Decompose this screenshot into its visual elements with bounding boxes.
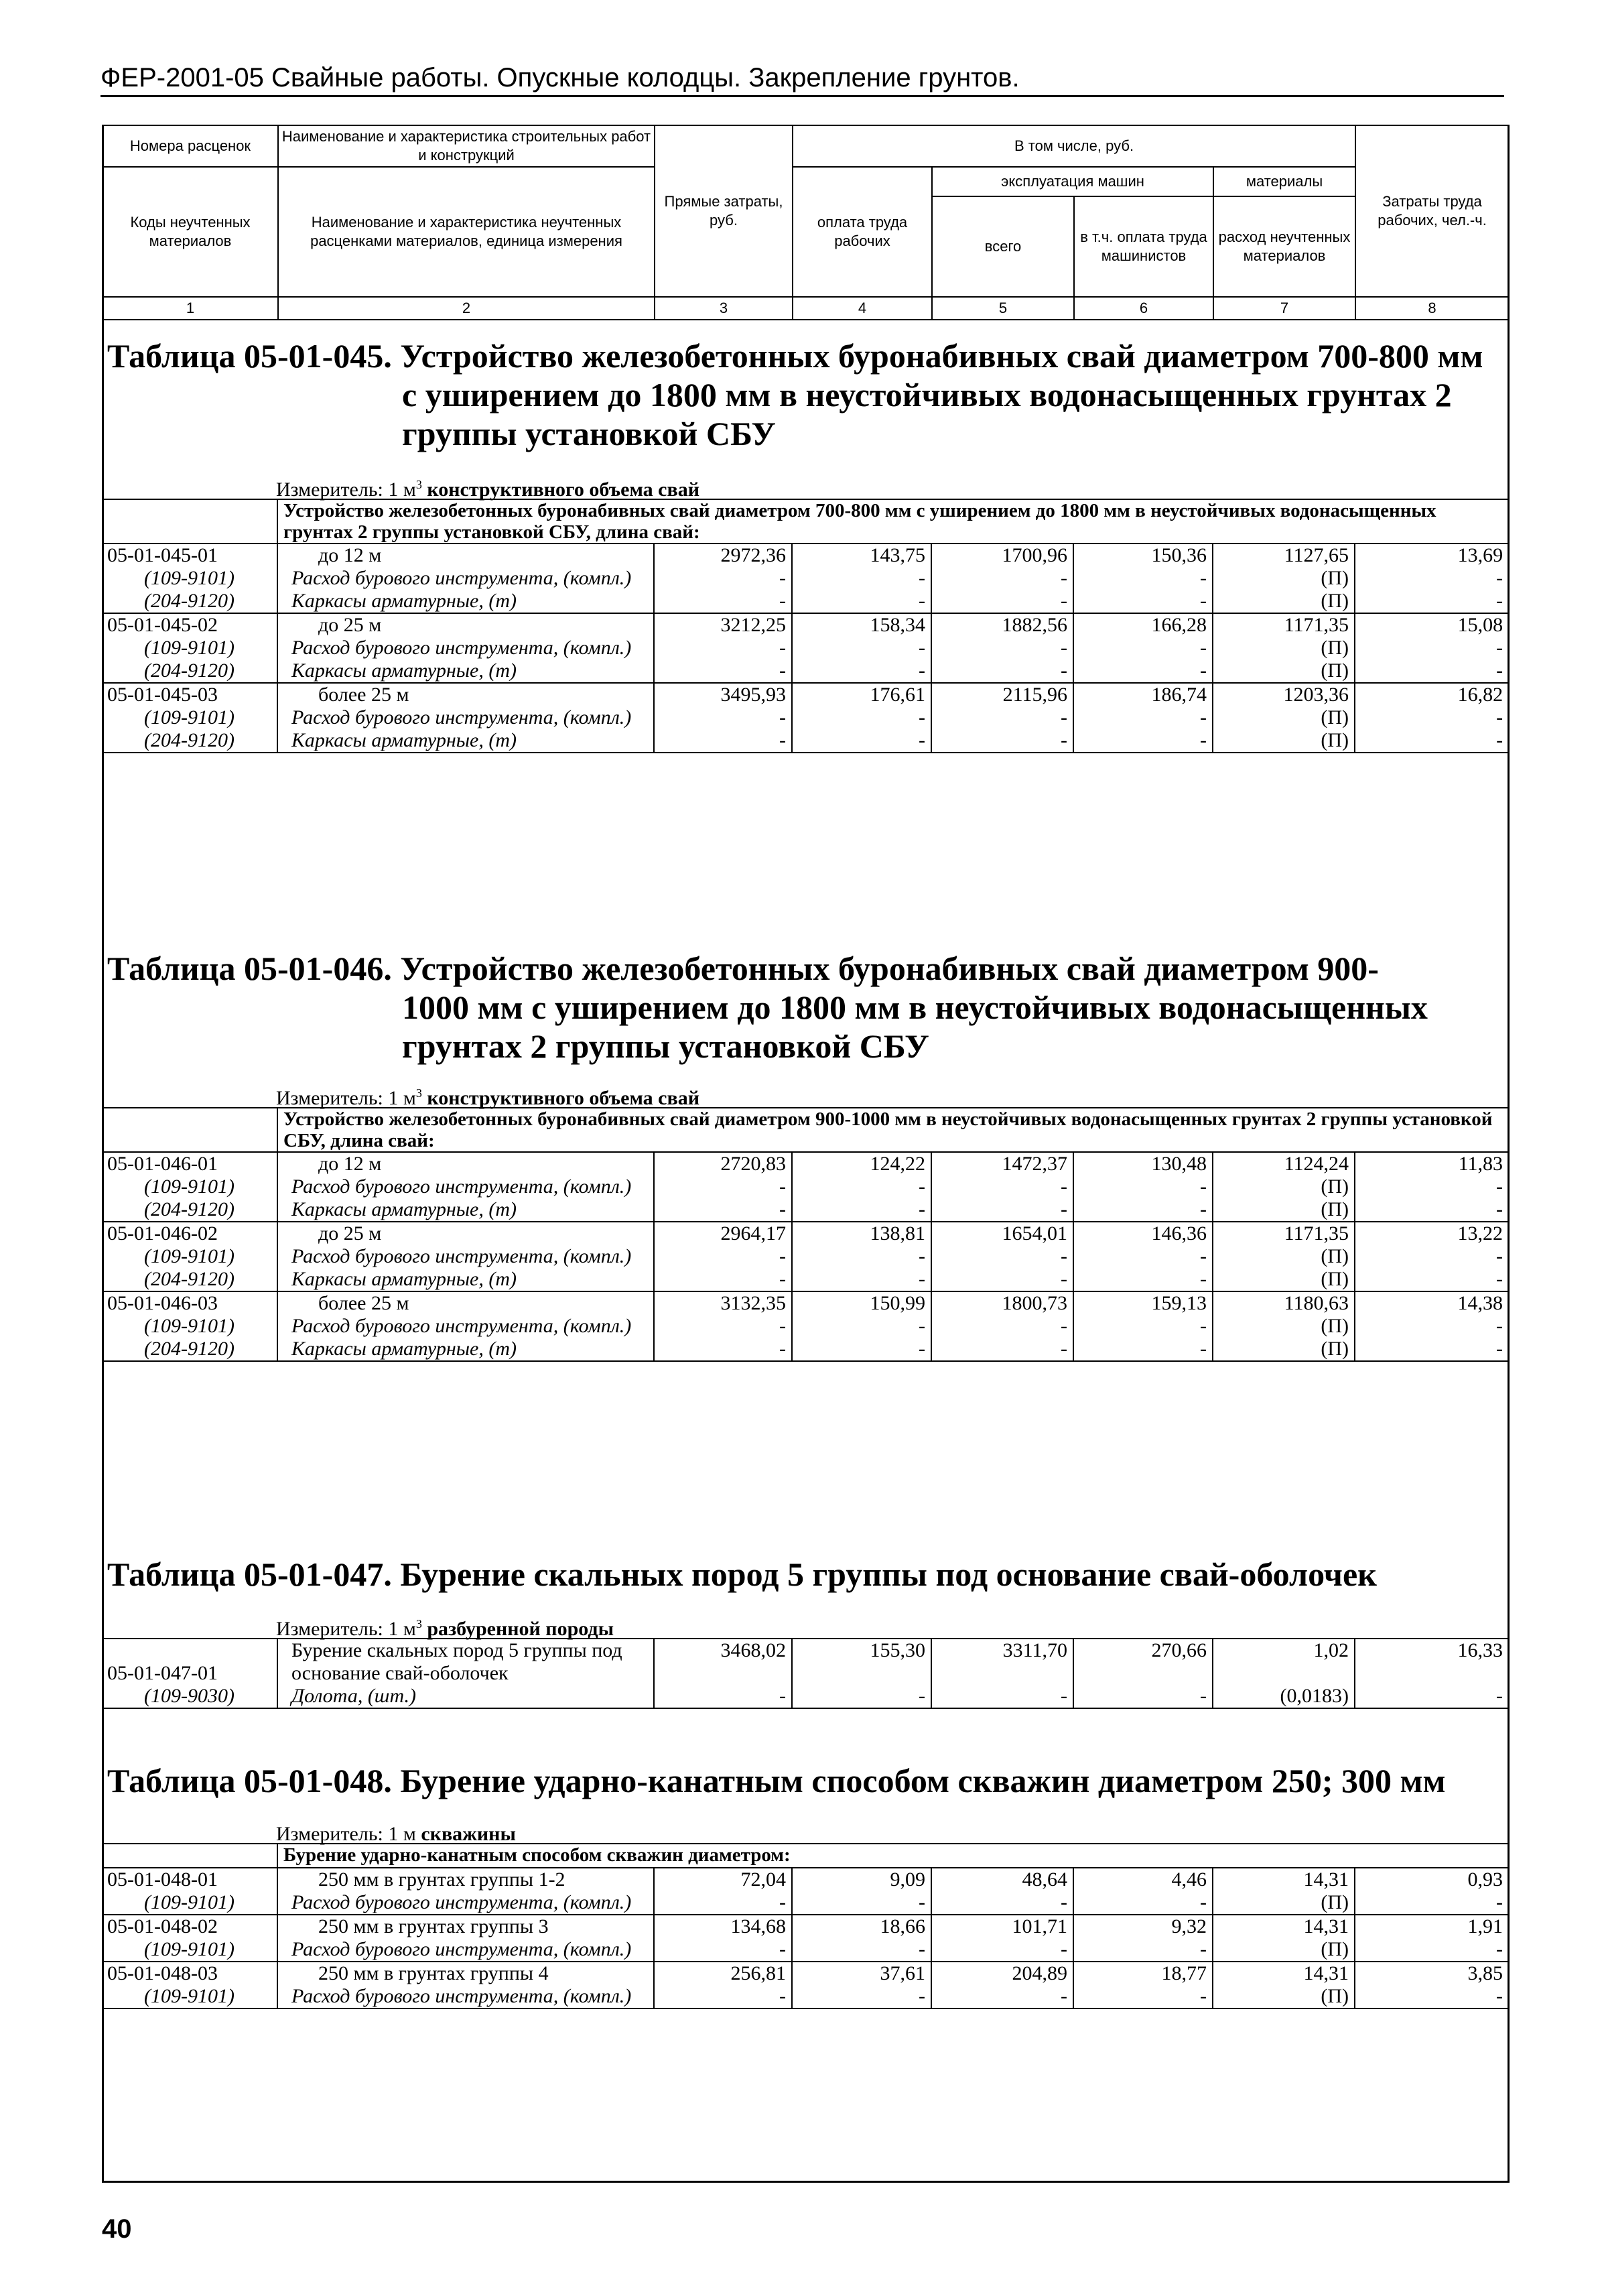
header-col2-top: Наименование и характеристика строительных работ и конструкций (278, 125, 655, 167)
value-cell: - (792, 1245, 931, 1268)
value-cell: - (654, 1245, 792, 1268)
material-name: Расход бурового инструмента, (компл.) (277, 1175, 654, 1198)
material-code: (109-9101) (102, 637, 277, 659)
value-cell: 270,66 (1073, 1639, 1213, 1685)
value-cell: 1127,65 (1213, 544, 1355, 567)
value-cell: 1,91 (1467, 1915, 1503, 1937)
value-cell: (П) (1213, 659, 1355, 683)
value-cell: (П) (1213, 637, 1355, 659)
value-cell: - (1073, 1338, 1213, 1361)
work-name: до 25 м (277, 613, 654, 637)
table-row (102, 1338, 1508, 1361)
table-title (102, 1761, 1494, 1800)
table-row (102, 1268, 1508, 1291)
value-cell: - (1073, 590, 1213, 613)
material-code: (109-9101) (102, 1985, 277, 2008)
value-cell: 1654,01 (931, 1222, 1073, 1245)
table-row (102, 1985, 1508, 2008)
value-cell: 9,32 (1073, 1915, 1213, 1938)
table-meter: Измеритель: 1 $м^3$ конструктивного объема свай (276, 1086, 699, 1109)
table-row (102, 659, 1508, 683)
value-cell: - (1355, 1938, 1508, 1962)
value-cell: (П) (1213, 706, 1355, 729)
material-name: Каркасы арматурные, (т) (277, 1338, 654, 1361)
material-code: (109-9101) (102, 706, 277, 729)
material-code: (109-9101) (102, 1938, 277, 1962)
value-cell: - (654, 1268, 792, 1291)
value-cell: - (931, 1985, 1073, 2008)
table-row (102, 637, 1508, 659)
rate-code: 05-01-045-03 (102, 683, 277, 706)
value-cell: 155,30 (792, 1639, 931, 1685)
value-cell: - (931, 1938, 1073, 1962)
value-cell: 2115,96 (931, 683, 1073, 706)
table-row (102, 1198, 1508, 1222)
header-num: 1 (103, 297, 278, 320)
value-cell: - (1073, 1245, 1213, 1268)
value-cell: 1203,36 (1213, 683, 1355, 706)
table-title-continued: 1000 мм с уширением до 1800 мм в неустойчивых водонасыщенных грунтах 2 группы установкой СБУ (402, 988, 1428, 1065)
header-num: 2 (278, 297, 655, 320)
value-cell: - (931, 729, 1073, 753)
value-cell: - (792, 1891, 931, 1915)
value-cell: - (1073, 1315, 1213, 1338)
material-code: (204-9120) (102, 1338, 277, 1361)
value-cell: (П) (1213, 729, 1355, 753)
header-col3: Прямые затраты, руб. (655, 125, 793, 297)
table-row (102, 567, 1508, 590)
value-cell: (П) (1213, 1268, 1355, 1291)
material-code: (109-9030) (102, 1685, 277, 1708)
header-col1-bottom: Коды неучтенных материалов (103, 167, 278, 297)
table-row (102, 590, 1508, 613)
value-cell: 1180,63 (1213, 1291, 1355, 1315)
header-incl: В том числе, руб. (793, 125, 1355, 167)
work-name: до 12 м (277, 1152, 654, 1175)
value-cell: - (1355, 659, 1508, 683)
header-num: 4 (793, 297, 932, 320)
material-code: (204-9120) (102, 590, 277, 613)
table-row (102, 1175, 1508, 1198)
value-cell: 14,31 (1213, 1915, 1355, 1938)
value-cell: 18,77 (1073, 1962, 1213, 1985)
value-cell: - (1073, 1198, 1213, 1222)
table-row (102, 1639, 1508, 1685)
work-name: более 25 м (277, 683, 654, 706)
material-name: Расход бурового инструмента, (компл.) (277, 1891, 654, 1915)
header-num: 8 (1355, 297, 1509, 320)
value-cell: - (931, 1315, 1073, 1338)
value-cell: 13,22 (1457, 1222, 1503, 1245)
material-code: (204-9120) (102, 729, 277, 753)
value-cell: (П) (1213, 1338, 1355, 1361)
rate-code: 05-01-046-01 (102, 1152, 277, 1175)
value-cell: - (1073, 1891, 1213, 1915)
value-cell: 1882,56 (931, 613, 1073, 637)
value-cell: 124,22 (792, 1152, 931, 1175)
table-row (102, 1222, 1508, 1245)
value-cell: 37,61 (792, 1962, 931, 1985)
value-cell: - (1073, 659, 1213, 683)
material-code: (204-9120) (102, 659, 277, 683)
rate-code: 05-01-048-01 (102, 1868, 277, 1891)
header-col1-top: Номера расценок (103, 125, 278, 167)
value-cell: 1472,37 (931, 1152, 1073, 1175)
work-name: 250 мм в грунтах группы 4 (277, 1962, 654, 1985)
material-name: Каркасы арматурные, (т) (277, 1268, 654, 1291)
value-cell: - (654, 729, 792, 753)
value-cell: - (931, 1891, 1073, 1915)
value-cell: - (1073, 1985, 1213, 2008)
material-name: Каркасы арматурные, (т) (277, 659, 654, 683)
value-cell: 130,48 (1073, 1152, 1213, 1175)
value-cell: 1,02 (1213, 1639, 1355, 1685)
table-title-line: Таблица 05-01-046. Устройство железобетонных буронабивных свай диаметром 900- (107, 950, 1379, 987)
value-cell: 176,61 (792, 683, 931, 706)
value-cell: - (654, 1175, 792, 1198)
rates-table (102, 1844, 1508, 2009)
value-cell: - (654, 1315, 792, 1338)
material-code: (109-9101) (102, 1245, 277, 1268)
value-cell: 158,34 (792, 613, 931, 637)
value-cell: - (931, 1268, 1073, 1291)
value-cell: - (931, 659, 1073, 683)
value-cell: - (792, 567, 931, 590)
value-cell: - (1355, 1685, 1508, 1708)
value-cell: 9,09 (792, 1868, 931, 1891)
value-cell: - (654, 659, 792, 683)
table-title-line: Таблица 05-01-048. Бурение ударно-канатным способом скважин диаметром 250; 300 мм (107, 1762, 1446, 1799)
value-cell: - (1355, 1268, 1508, 1291)
table-title (102, 1555, 1494, 1594)
value-cell: (П) (1213, 567, 1355, 590)
work-name: более 25 м (277, 1291, 654, 1315)
value-cell: 16,82 (1457, 684, 1503, 706)
rates-table (102, 500, 1508, 753)
value-cell: (П) (1213, 590, 1355, 613)
value-cell: - (1355, 1891, 1508, 1915)
table-meter: Измеритель: 1 $м^3$ конструктивного объема свай (276, 478, 699, 501)
value-cell: 1171,35 (1213, 1222, 1355, 1245)
rates-table (102, 1108, 1508, 1362)
material-name: Расход бурового инструмента, (компл.) (277, 1245, 654, 1268)
value-cell: - (1073, 1268, 1213, 1291)
material-name: Каркасы арматурные, (т) (277, 729, 654, 753)
material-code: (109-9101) (102, 1315, 277, 1338)
value-cell: - (654, 706, 792, 729)
header-num: 3 (655, 297, 793, 320)
table-title-continued: с уширением до 1800 мм в неустойчивых водонасыщенных грунтах 2 группы установкой СБУ (402, 376, 1452, 452)
table-row (102, 1685, 1508, 1708)
value-cell: - (792, 729, 931, 753)
value-cell: - (792, 1198, 931, 1222)
value-cell: - (931, 1685, 1073, 1708)
value-cell: 186,74 (1073, 683, 1213, 706)
value-cell: - (1073, 1938, 1213, 1962)
value-cell: - (931, 1245, 1073, 1268)
header-num: 7 (1213, 297, 1355, 320)
material-name: Расход бурового инструмента, (компл.) (277, 637, 654, 659)
value-cell: 13,69 (1457, 544, 1503, 566)
material-code: (109-9101) (102, 1891, 277, 1915)
header-operation: эксплуатация машин (932, 167, 1213, 196)
material-name: Расход бурового инструмента, (компл.) (277, 567, 654, 590)
table-row (102, 683, 1508, 706)
value-cell: 1800,73 (931, 1291, 1073, 1315)
header-col5: всего (932, 196, 1074, 297)
value-cell: (П) (1213, 1198, 1355, 1222)
table-title (102, 949, 1494, 1066)
value-cell: - (931, 1338, 1073, 1361)
value-cell: - (1073, 729, 1213, 753)
value-cell: 72,04 (654, 1868, 792, 1891)
value-cell: 3,85 (1467, 1962, 1503, 1984)
material-name: Каркасы арматурные, (т) (277, 590, 654, 613)
value-cell: - (1073, 567, 1213, 590)
table-row (102, 544, 1508, 567)
value-cell: 14,31 (1213, 1962, 1355, 1985)
value-cell: 4,46 (1073, 1868, 1213, 1891)
header-col8: Затраты труда рабочих, чел.-ч. (1355, 125, 1509, 297)
value-cell: - (931, 567, 1073, 590)
table-row (102, 1915, 1508, 1938)
rate-code: 05-01-048-03 (102, 1962, 277, 1985)
value-cell: - (1355, 729, 1508, 753)
value-cell: 2964,17 (654, 1222, 792, 1245)
header-col2-bottom: Наименование и характеристика неучтенных расценками материалов, единица измерения (278, 167, 655, 297)
value-cell: - (1073, 1685, 1213, 1708)
rate-code: 05-01-048-02 (102, 1915, 277, 1938)
value-cell: - (1355, 1338, 1508, 1361)
value-cell: - (1073, 1175, 1213, 1198)
value-cell: 18,66 (792, 1915, 931, 1938)
material-code: (204-9120) (102, 1268, 277, 1291)
table-meter: Измеритель: 1 м скважины (276, 1823, 516, 1845)
value-cell: - (1496, 1175, 1503, 1198)
value-cell: - (1355, 590, 1508, 613)
value-cell: - (792, 637, 931, 659)
value-cell: - (792, 659, 931, 683)
column-header (102, 125, 1510, 320)
header-col6: в т.ч. оплата труда машинистов (1074, 196, 1213, 297)
table-title-line: Таблица 05-01-045. Устройство железобетонных буронабивных свай диаметром 700-800 мм (107, 337, 1483, 375)
value-cell: - (931, 637, 1073, 659)
value-cell: - (654, 1985, 792, 2008)
value-cell: - (792, 590, 931, 613)
value-cell: - (1496, 567, 1503, 589)
value-cell: 159,13 (1073, 1291, 1213, 1315)
value-cell: 1171,35 (1213, 613, 1355, 637)
value-cell: 150,36 (1073, 544, 1213, 567)
table-row (102, 1938, 1508, 1962)
value-cell: - (792, 1315, 931, 1338)
value-cell: - (654, 567, 792, 590)
value-cell: - (931, 590, 1073, 613)
value-cell: - (654, 1938, 792, 1962)
value-cell: - (792, 706, 931, 729)
value-cell: 14,31 (1213, 1868, 1355, 1891)
material-code: (109-9101) (102, 567, 277, 590)
value-cell: 3132,35 (654, 1291, 792, 1315)
value-cell: - (931, 706, 1073, 729)
table-row (102, 729, 1508, 753)
value-cell: - (654, 590, 792, 613)
header-materials: материалы (1213, 167, 1355, 196)
value-cell: 166,28 (1073, 613, 1213, 637)
work-name: до 25 м (277, 1222, 654, 1245)
value-cell: (П) (1213, 1245, 1355, 1268)
rate-code: 05-01-046-03 (102, 1291, 277, 1315)
value-cell: - (654, 1685, 792, 1708)
value-cell: - (1073, 706, 1213, 729)
table-meter: Измеритель: 1 $м^3$ разбуренной породы (276, 1617, 614, 1640)
value-cell: 256,81 (654, 1962, 792, 1985)
value-cell: 204,89 (931, 1962, 1073, 1985)
material-name: Расход бурового инструмента, (компл.) (277, 1315, 654, 1338)
table-description: Устройство железобетонных буронабивных свай диаметром 900-1000 мм в неустойчивых водонасыщенных грунтах 2 группы установкой СБУ, длина свай: (277, 1108, 1508, 1152)
material-code: (109-9101) (102, 1175, 277, 1198)
table-row (102, 706, 1508, 729)
value-cell: 15,08 (1457, 614, 1503, 636)
table-title (102, 336, 1494, 453)
value-cell: - (792, 1938, 931, 1962)
value-cell: - (1496, 706, 1503, 728)
work-name: 250 мм в грунтах группы 3 (277, 1915, 654, 1938)
header-col7: расход неучтенных материалов (1213, 196, 1355, 297)
value-cell: 3468,02 (654, 1639, 792, 1685)
table-title-line: Таблица 05-01-047. Бурение скальных пород 5 группы под основание свай-оболочек (107, 1555, 1377, 1593)
rate-code: 05-01-046-02 (102, 1222, 277, 1245)
rate-code: 05-01-045-02 (102, 613, 277, 637)
material-name: Расход бурового инструмента, (компл.) (277, 1985, 654, 2008)
value-cell: - (792, 1985, 931, 2008)
value-cell: - (1355, 1198, 1508, 1222)
header-col4: оплата труда рабочих (793, 167, 932, 297)
value-cell: - (1496, 1245, 1503, 1267)
work-name: до 12 м (277, 544, 654, 567)
table-row (102, 1962, 1508, 1985)
material-name: Расход бурового инструмента, (компл.) (277, 706, 654, 729)
value-cell: 3495,93 (654, 683, 792, 706)
value-cell: - (654, 637, 792, 659)
value-cell: - (1496, 637, 1503, 659)
work-name: 250 мм в грунтах группы 1-2 (277, 1868, 654, 1891)
value-cell: 134,68 (654, 1915, 792, 1938)
value-cell: - (792, 1175, 931, 1198)
value-cell: 2720,83 (654, 1152, 792, 1175)
value-cell: 48,64 (931, 1868, 1073, 1891)
value-cell: - (654, 1198, 792, 1222)
table-row (102, 1315, 1508, 1338)
table-row (102, 1868, 1508, 1891)
material-name: Каркасы арматурные, (т) (277, 1198, 654, 1222)
value-cell: 3212,25 (654, 613, 792, 637)
material-code: (204-9120) (102, 1198, 277, 1222)
value-cell: 150,99 (792, 1291, 931, 1315)
value-cell: - (654, 1891, 792, 1915)
value-cell: 16,33 (1457, 1639, 1503, 1661)
table-row (102, 1245, 1508, 1268)
table-row (102, 1291, 1508, 1315)
value-cell: 14,38 (1457, 1292, 1503, 1314)
value-cell: - (792, 1268, 931, 1291)
value-cell: - (792, 1338, 931, 1361)
value-cell: 11,83 (1458, 1153, 1503, 1175)
value-cell: 0,93 (1467, 1868, 1503, 1891)
value-cell: - (1496, 1315, 1503, 1337)
page-number: 40 (102, 2214, 132, 2244)
table-row (102, 1891, 1508, 1915)
rates-table (102, 1639, 1508, 1709)
running-head: ФЕР-2001-05 Свайные работы. Опускные колодцы. Закрепление грунтов. (101, 62, 1504, 97)
material-name: Долота, (шт.) (277, 1685, 654, 1708)
header-num: 6 (1074, 297, 1213, 320)
work-name: Бурение скальных пород 5 группы под основание свай-оболочек (277, 1639, 654, 1685)
rate-code: 05-01-045-01 (102, 544, 277, 567)
value-cell: - (931, 1198, 1073, 1222)
value-cell: 146,36 (1073, 1222, 1213, 1245)
rate-code: 05-01-047-01 (102, 1639, 277, 1685)
value-cell: 138,81 (792, 1222, 931, 1245)
table-description: Бурение ударно-канатным способом скважин диаметром: (277, 1844, 1508, 1868)
value-cell: 1124,24 (1213, 1152, 1355, 1175)
value-cell: (П) (1213, 1315, 1355, 1338)
value-cell: (П) (1213, 1985, 1355, 2008)
value-cell: (П) (1213, 1938, 1355, 1962)
value-cell: (П) (1213, 1891, 1355, 1915)
value-cell: 3311,70 (931, 1639, 1073, 1685)
value-cell: - (654, 1338, 792, 1361)
table-description: Устройство железобетонных буронабивных свай диаметром 700-800 мм с уширением до 1800 мм в неустойчивых водонасыщенных грунтах 2 группы установкой СБУ, длина свай: (277, 500, 1508, 544)
value-cell: (П) (1213, 1175, 1355, 1198)
table-row (102, 1152, 1508, 1175)
value-cell: - (931, 1175, 1073, 1198)
value-cell: - (1355, 1985, 1508, 2008)
value-cell: - (1073, 637, 1213, 659)
value-cell: (0,0183) (1213, 1685, 1355, 1708)
value-cell: - (792, 1685, 931, 1708)
header-num: 5 (932, 297, 1074, 320)
value-cell: 101,71 (931, 1915, 1073, 1938)
material-name: Расход бурового инструмента, (компл.) (277, 1938, 654, 1962)
value-cell: 143,75 (792, 544, 931, 567)
value-cell: 2972,36 (654, 544, 792, 567)
table-row (102, 613, 1508, 637)
value-cell: 1700,96 (931, 544, 1073, 567)
